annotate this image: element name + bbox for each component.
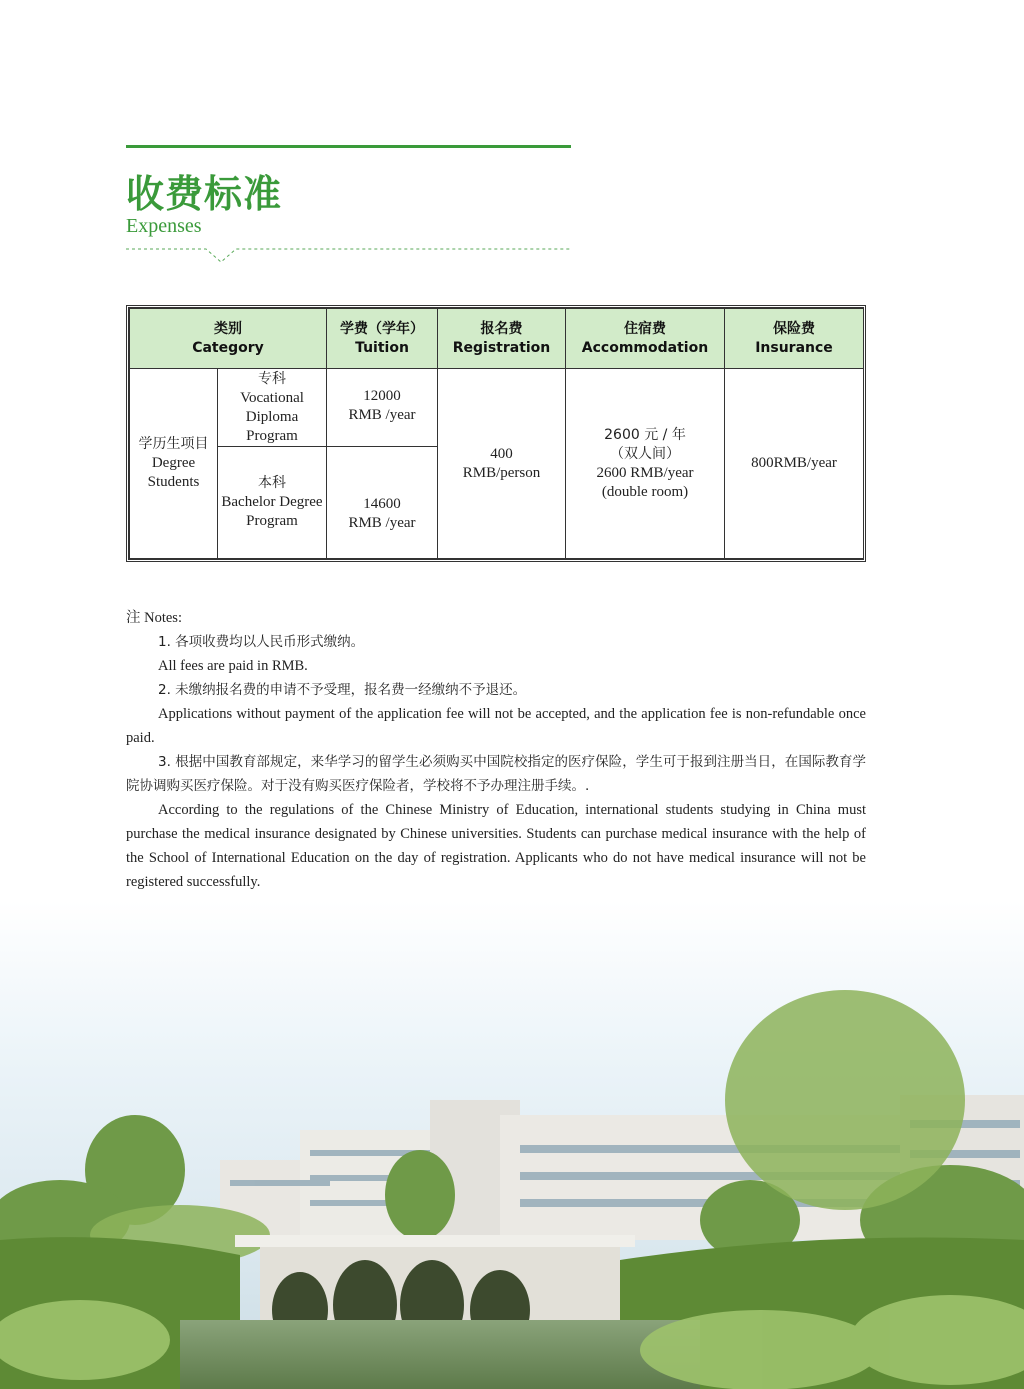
dashed-divider [126,244,572,268]
note-2-en: Applications without payment of the application fee will not be accepted, and the application fee is non-refundable once paid. [126,706,866,746]
table-header-row [130,309,864,369]
page-title: 收费标准 [126,172,283,216]
note-3-cn: 3. 根据中国教育部规定，来华学习的留学生必须购买中国院校指定的医疗保险，学生可于报到注册当日，在国际教育学院协调购买医疗保险。对于没有购买医疗保险者，学校将不予办理注册手续。. [126,754,866,794]
note-1-cn: 1. 各项收费均以人民币形式缴纳。 [158,634,365,650]
header-accommodation: 住宿费 Accommodation [566,309,725,369]
notes-section [126,606,866,894]
fee-table [126,305,866,562]
note-3-en: According to the regulations of the Chinese Ministry of Education, international students studying in China must purchase the medical insurance designated by Chinese universities. Students can purchase medical insurance with the help of the School of International Education on the day of registration. Applicants who do not have medical insurance will not be registered successfully. [126,802,866,890]
insurance-cell: 800RMB/year [725,369,864,559]
header-category: 类别 Category [130,309,327,369]
registration-cell: 400 RMB/person [438,369,566,559]
campus-photo [0,900,1024,1389]
header-rule [126,145,571,148]
tuition-bachelor: 14600 RMB /year [327,447,438,559]
tuition-vocational: 12000 RMB /year [327,369,438,447]
group-cell: 学历生项目 Degree Students [130,369,218,559]
program-vocational: 专科 Vocational Diploma Program [218,369,327,447]
header-registration: 报名费 Registration [438,309,566,369]
accommodation-cell: 2600 元 / 年 （双人间） 2600 RMB/year (double room) [566,369,725,559]
note-2-cn: 2. 未缴纳报名费的申请不予受理，报名费一经缴纳不予退还。 [158,682,527,698]
table-row [130,369,864,447]
program-bachelor: 本科 Bachelor Degree Program [218,447,327,559]
note-1-en: All fees are paid in RMB. [158,658,308,674]
notes-heading: 注 Notes: [126,610,182,626]
header-insurance: 保险费 Insurance [725,309,864,369]
header-tuition: 学费（学年） Tuition [327,309,438,369]
page-subtitle: Expenses [126,215,202,237]
